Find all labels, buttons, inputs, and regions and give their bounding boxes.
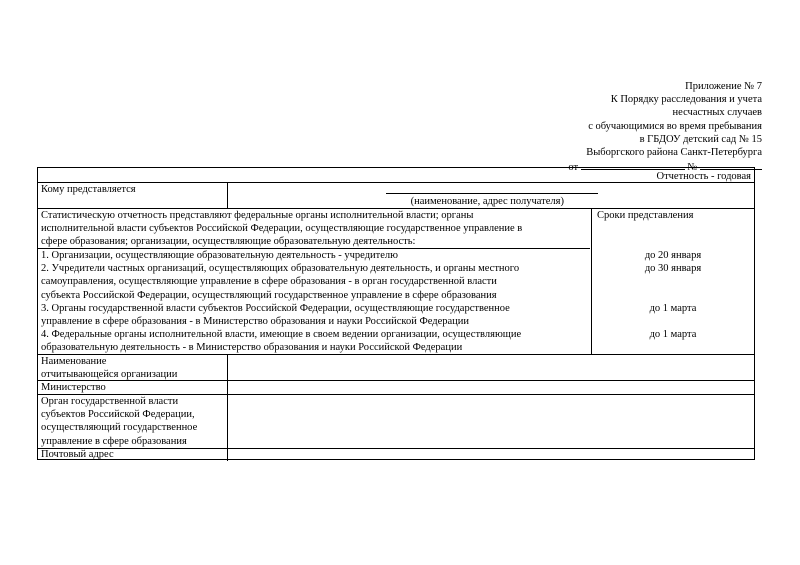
- appendix-ref: в ГБДОУ детский сад № 15: [639, 133, 762, 145]
- appendix-ref: с обучающимися во время пребывания: [588, 120, 762, 132]
- org-name-label-line: Наименование: [41, 356, 107, 367]
- list-item: самоуправления, осуществляющие управление в сфере образования - в орган государственной власти: [41, 276, 497, 288]
- authority-label-line: субъектов Российской Федерации,: [41, 409, 195, 421]
- list-item: образовательную деятельность - в Министерство образования и науки Российской Федерации: [41, 342, 463, 354]
- org-name-label-line: отчитывающейся организации: [41, 369, 178, 381]
- list-item: 4. Федеральные органы исполнительной власти, имеющие в своем ведении организации, осуществляющие: [41, 329, 522, 341]
- recipient-blank: [386, 193, 598, 194]
- item-list: [38, 249, 524, 355]
- recipient-label: Кому представляется: [41, 184, 136, 195]
- row-divider: [38, 182, 754, 183]
- intro-text: [38, 209, 525, 249]
- deadlines-header: Сроки представления: [597, 210, 694, 221]
- row-divider: [38, 448, 754, 449]
- authority-label-line: Орган государственной власти: [41, 396, 179, 407]
- appendix-ref: несчастных случаев: [672, 107, 762, 119]
- appendix-ref: Выборгского района Санкт-Петербурга: [586, 147, 762, 159]
- postal-address-label: Почтовый адрес: [41, 449, 114, 460]
- date-label: от: [568, 162, 579, 174]
- list-item: 1. Организации, осуществляющие образовательную деятельность - учредителю: [41, 250, 398, 261]
- intro-line: Статистическую отчетность представляют федеральные органы исполнительной власти; органы: [41, 210, 474, 221]
- list-item: 2. Учредители частных организаций, осуществляющих образовательную деятельность, и органы местного: [41, 263, 520, 275]
- row-divider: [38, 380, 754, 381]
- list-item: управление в сфере образования - в Министерство образования и науки Российской Федерации: [41, 316, 470, 328]
- deadline: до 1 марта: [649, 303, 697, 314]
- recipient-hint: (наименование, адрес получателя): [410, 196, 564, 207]
- column-divider: [227, 354, 228, 461]
- intro-line: сфере образования; организации, осуществляющие образовательную деятельность:: [41, 236, 416, 248]
- report-form-table: [37, 167, 755, 460]
- appendix-title: Приложение № 7: [685, 81, 762, 92]
- number-label: №: [687, 162, 698, 174]
- list-item: 3. Органы государственной власти субъектов Российской Федерации, осуществляющие государственное: [41, 302, 510, 314]
- authority-label: [38, 395, 200, 448]
- authority-label-line: осуществляющий государственное: [41, 422, 198, 434]
- deadline: до 30 января: [644, 263, 702, 274]
- authority-label-line: управление в сфере образования: [41, 435, 187, 447]
- org-name-label: [38, 355, 180, 381]
- list-item: субъекта Российской Федерации, осуществляющий государственное управление в сфере образования: [41, 289, 497, 301]
- intro-line: исполнительной власти субъектов Российской Федерации, осуществляющие государственное управление в: [41, 223, 523, 235]
- deadline: до 20 января: [644, 250, 702, 261]
- reporting-period: Отчетность - годовая: [656, 171, 751, 182]
- deadline: до 1 марта: [649, 329, 697, 340]
- document-header: [462, 80, 762, 174]
- ministry-label: Министерство: [41, 382, 106, 393]
- appendix-ref: К Порядку расследования и учета: [610, 94, 762, 106]
